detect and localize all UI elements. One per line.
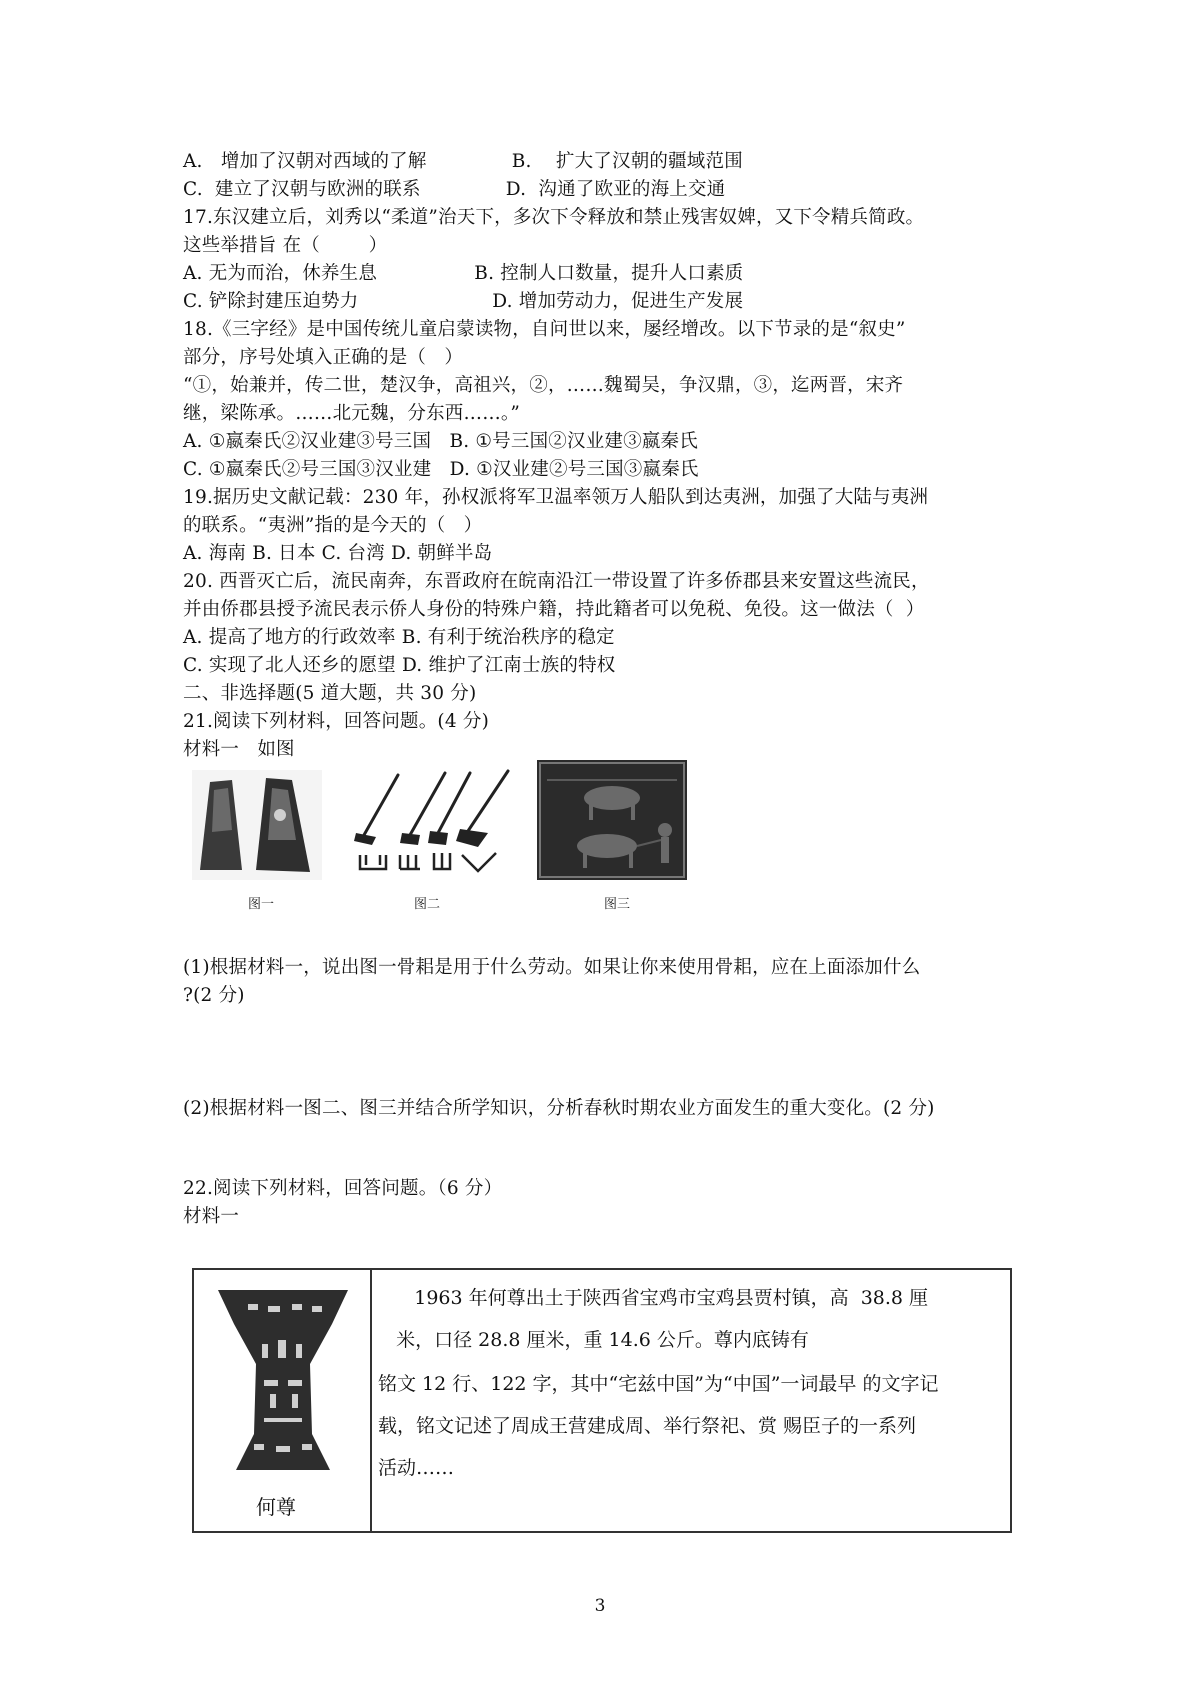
table-text-line-2: 米，口径 28.8 厘米，重 14.6 公斤。尊内底铸有 <box>378 1329 809 1351</box>
table-text-line-3: 铭文 12 行、122 字，其中“宅兹中国”为“中国”一词最早 的文字记 <box>378 1373 939 1395</box>
farming-tools-drawing <box>350 765 520 880</box>
table-text-line-5: 活动…… <box>378 1457 455 1479</box>
question-17-stem-1: 17.东汉建立后，刘秀以“柔道”治天下，多次下令释放和禁止残害奴婢，又下令精兵简政。 <box>183 207 925 228</box>
ox-ploughing-relief-image <box>537 760 687 880</box>
question-17-option-cd: C. 铲除封建压迫势力 D. 增加劳动力，促进生产发展 <box>183 291 744 312</box>
question-18-quote-2: 继，梁陈承。……北元魏，分东西……。” <box>183 403 521 424</box>
question-20-option-cd: C. 实现了北人还乡的愿望 D. 维护了江南士族的特权 <box>183 655 616 676</box>
question-18-stem-1: 18.《三字经》是中国传统儿童启蒙读物，自问世以来，屡经增改。以下节录的是“叙史” <box>183 319 906 340</box>
question-21-part-2: (2)根据材料一图二、图三并结合所学知识，分析春秋时期农业方面发生的重大变化。(2 分) <box>183 1098 935 1119</box>
question-21-title: 21.阅读下列材料，回答问题。(4 分) <box>183 711 490 732</box>
table-text-line-1: 1963 年何尊出土于陕西省宝鸡市宝鸡县贾村镇，高 38.8 厘 <box>378 1287 929 1309</box>
question-21-part-1-line-2: ?(2 分) <box>183 985 245 1006</box>
question-22-material-label: 材料一 <box>183 1206 240 1227</box>
question-18-quote-1: “①，始兼并，传二世，楚汉争，高祖兴，②，……魏蜀吴，争汉鼎，③，迄两晋，宋齐 <box>183 375 904 396</box>
he-zun-bronze-vessel-image <box>208 1284 358 1479</box>
table-text-line-4: 载，铭文记述了周成王营建成周、举行祭祀、赏 赐臣子的一系列 <box>378 1415 917 1437</box>
question-20-stem-1: 20. 西晋灭亡后，流民南奔，东晋政府在皖南沿江一带设置了许多侨郡县来安置这些流民， <box>183 571 930 592</box>
question-20-option-ab: A. 提高了地方的行政效率 B. 有利于统治秩序的稳定 <box>183 627 615 648</box>
question-16-option-cd: C. 建立了汉朝与欧洲的联系 D. 沟通了欧亚的海上交通 <box>183 179 726 200</box>
question-20-stem-2: 并由侨郡县授予流民表示侨人身份的特殊户籍，持此籍者可以免税、免役。这一做法（ ） <box>183 599 925 620</box>
question-19-options: A. 海南 B. 日本 C. 台湾 D. 朝鲜半岛 <box>183 543 493 564</box>
question-21-part-1-line-1: (1)根据材料一，说出图一骨耜是用于什么劳动。如果让你来使用骨耜，应在上面添加什么 <box>183 957 921 978</box>
figure-1-caption: 图一 <box>248 897 275 912</box>
figure-2-caption: 图二 <box>414 897 441 912</box>
question-18-stem-2: 部分，序号处填入正确的是（ ） <box>183 347 464 368</box>
question-18-option-cd: C. ①嬴秦氏②号三国③汉业建 D. ①汉业建②号三国③嬴秦氏 <box>183 459 699 480</box>
question-19-stem-2: 的联系。“夷洲”指的是今天的（ ） <box>183 515 483 536</box>
question-19-stem-1: 19.据历史文献记载：230 年，孙权派将军卫温率领万人船队到达夷洲，加强了大陆与夷洲 <box>183 487 929 508</box>
figure-3-caption: 图三 <box>604 897 631 912</box>
vessel-caption: 何尊 <box>256 1495 296 1519</box>
question-16-option-ab: A. 增加了汉朝对西域的了解 B. 扩大了汉朝的疆域范围 <box>183 151 743 172</box>
page-number: 3 <box>594 1596 606 1616</box>
bone-spade-image <box>192 770 322 880</box>
question-17-option-ab: A. 无为而治，休养生息 B. 控制人口数量，提升人口素质 <box>183 263 744 284</box>
question-21-material-label: 材料一 如图 <box>183 739 295 760</box>
question-18-option-ab: A. ①嬴秦氏②汉业建③号三国 B. ①号三国②汉业建③嬴秦氏 <box>183 431 698 452</box>
material-table <box>192 1268 1012 1533</box>
question-22-title: 22.阅读下列材料，回答问题。（6 分） <box>183 1178 503 1199</box>
table-divider <box>370 1270 372 1531</box>
section-2-heading: 二、非选择题(5 道大题，共 30 分) <box>183 683 477 704</box>
question-17-stem-2: 这些举措旨 在（ ） <box>183 235 388 256</box>
